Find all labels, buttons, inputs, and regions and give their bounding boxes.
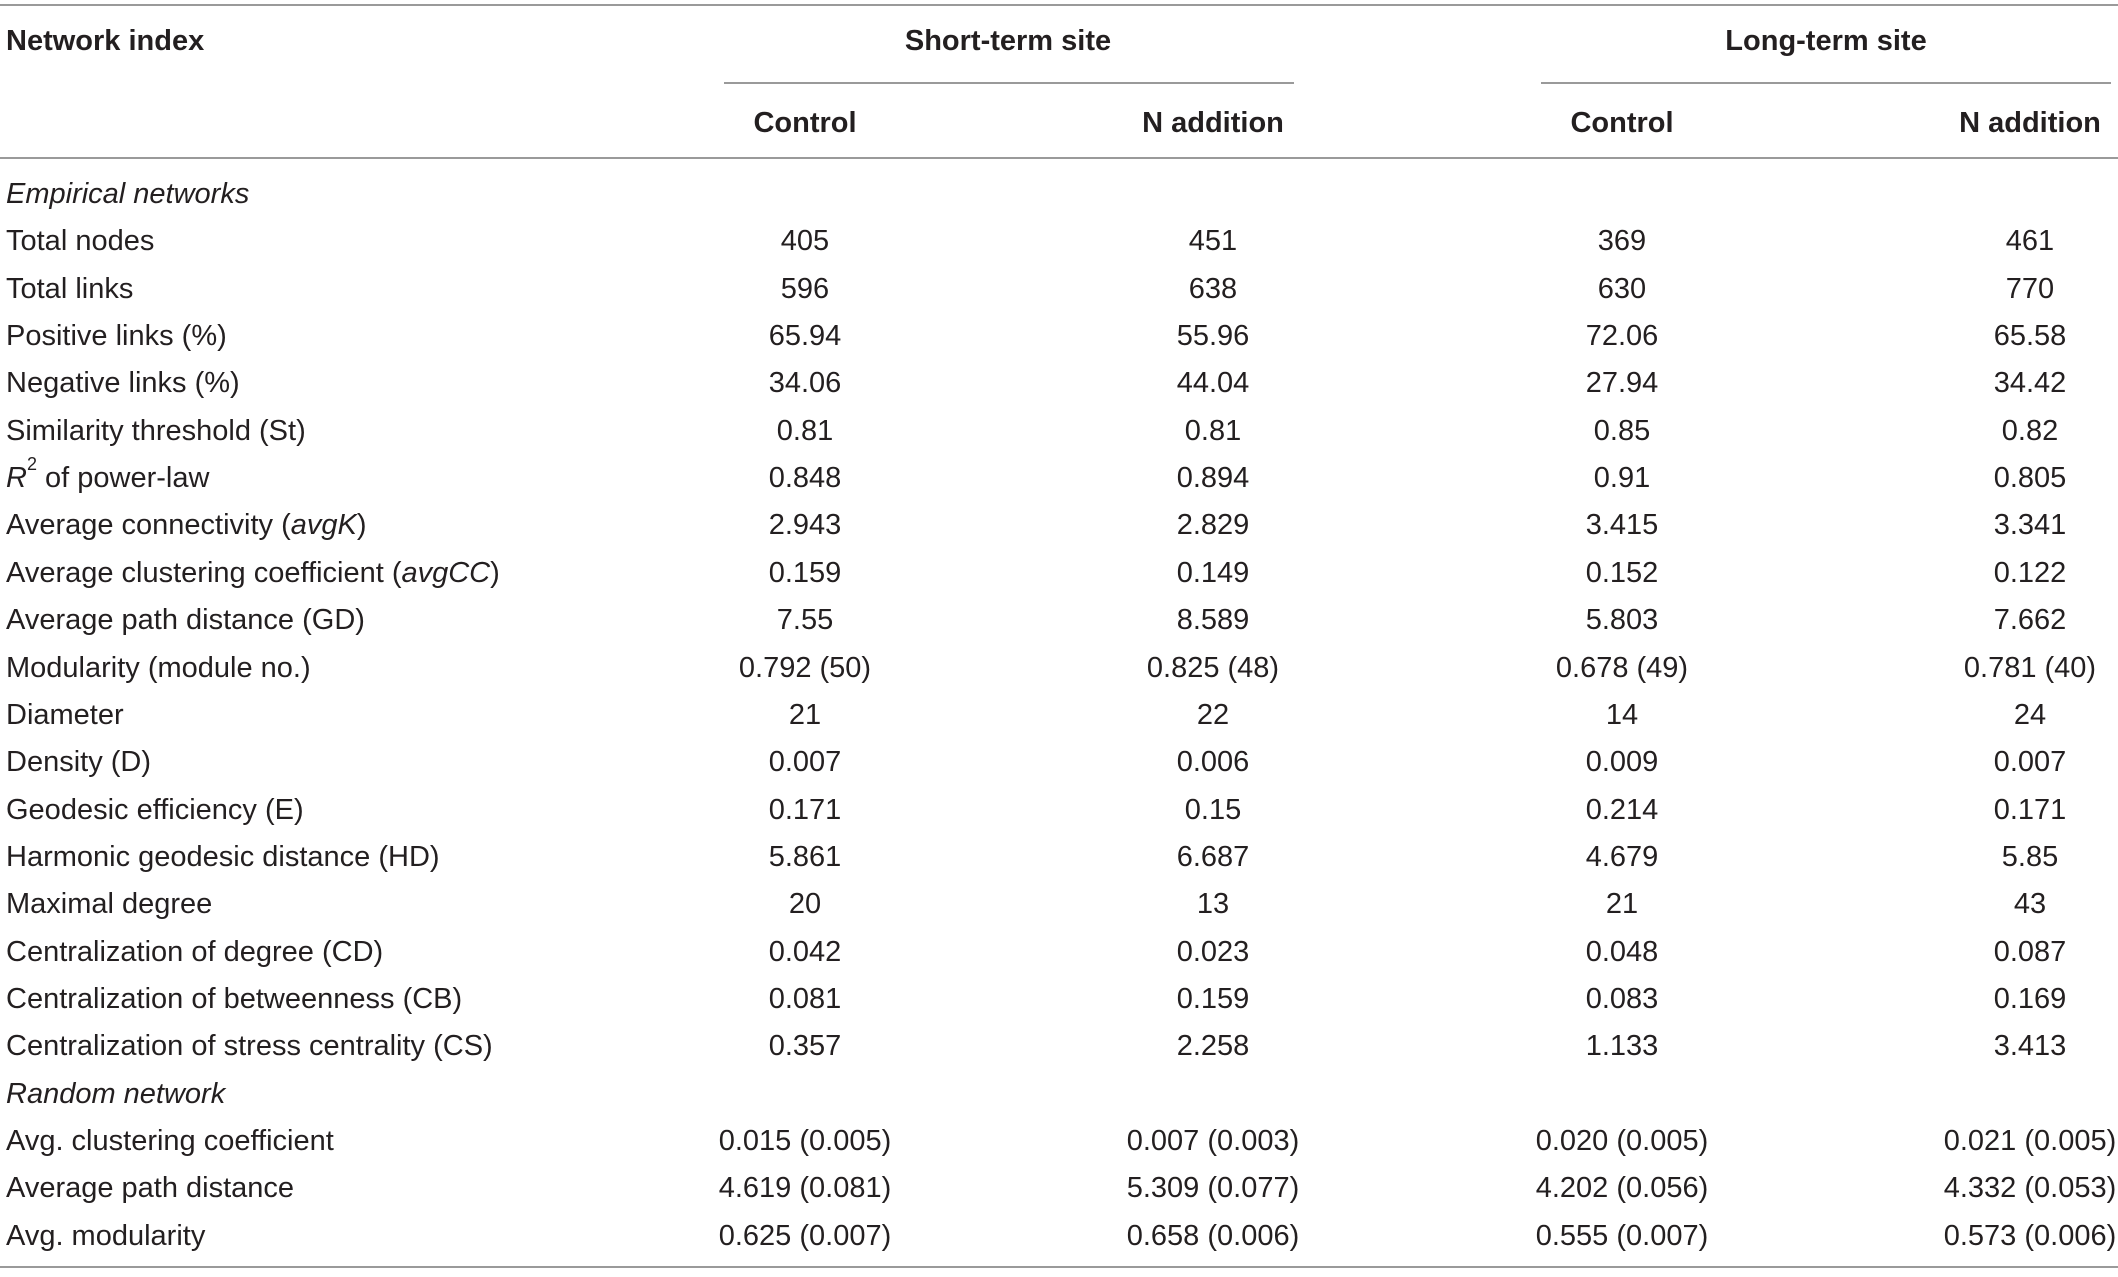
table-cell: 34.42 (1993, 367, 2067, 400)
index-header: Network index (6, 25, 205, 57)
table-cell: 24 (2013, 698, 2047, 731)
table-cell: 0.007 (0.003) (1126, 1125, 1300, 1157)
row-label: Maximal degree (6, 888, 213, 921)
header-bottom-rule (0, 157, 2118, 159)
table-cell: 5.85 (2001, 840, 2059, 873)
table-cell: 20 (788, 888, 822, 921)
table-cell: 21 (1605, 888, 1639, 921)
table-cell: 0.169 (1993, 982, 2067, 1015)
table-cell: 0.81 (776, 414, 834, 447)
row-label: Average connectivity (avgK) (6, 509, 367, 542)
row-label: Average clustering coefficient (avgCC) (6, 556, 500, 589)
table-cell: 0.848 (768, 462, 842, 495)
table-cell: 0.006 (1176, 746, 1250, 779)
table-cell: 369 (1597, 225, 1647, 258)
row-label: Modularity (module no.) (6, 651, 311, 684)
table-cell: 14 (1605, 698, 1639, 731)
table-cell: 4.619 (0.081) (718, 1172, 892, 1205)
table-cell: 4.679 (1585, 840, 1659, 873)
table-cell: 34.06 (768, 367, 842, 400)
table-cell: 4.332 (0.053) (1943, 1172, 2117, 1205)
table-cell: 27.94 (1585, 367, 1659, 400)
row-label: Geodesic efficiency (E) (6, 793, 304, 826)
table-cell: 0.021 (0.005) (1943, 1125, 2117, 1157)
table-cell: 0.042 (768, 935, 842, 968)
table-cell: 2.943 (768, 509, 842, 542)
table-cell: 0.083 (1585, 982, 1659, 1015)
subheader-n-addition-long: N addition (1959, 107, 2101, 139)
table-cell: 596 (780, 272, 830, 305)
table-cell: 0.91 (1593, 462, 1651, 495)
group-rule-short-term (724, 82, 1294, 84)
row-label: Negative links (%) (6, 367, 240, 400)
table-cell: 44.04 (1176, 367, 1250, 400)
table-cell: 5.309 (0.077) (1126, 1172, 1300, 1205)
group-header-short-term: Short-term site (904, 25, 1112, 57)
table-cell: 0.781 (40) (1963, 651, 2097, 684)
table-cell: 65.94 (768, 320, 842, 353)
table-cell: 4.202 (0.056) (1535, 1172, 1709, 1205)
table-cell: 0.023 (1176, 935, 1250, 968)
table-cell: 0.658 (0.006) (1126, 1219, 1300, 1252)
row-label: Harmonic geodesic distance (HD) (6, 840, 440, 873)
subheader-control-long: Control (1570, 107, 1674, 139)
table-cell: 0.825 (48) (1146, 651, 1280, 684)
table-cell: 0.171 (1993, 793, 2067, 826)
table-cell: 7.55 (776, 604, 834, 637)
table-cell: 405 (780, 225, 830, 258)
table-cell: 0.087 (1993, 935, 2067, 968)
row-label: Centralization of stress centrality (CS) (6, 1030, 493, 1063)
table-cell: 3.413 (1993, 1030, 2067, 1063)
table-cell: 0.357 (768, 1030, 842, 1063)
row-label: Average path distance (6, 1172, 295, 1205)
row-label: Avg. modularity (6, 1219, 206, 1252)
table-cell: 0.009 (1585, 746, 1659, 779)
row-label: Centralization of degree (CD) (6, 935, 384, 968)
table-cell: 5.861 (768, 840, 842, 873)
table-cell: 0.81 (1184, 414, 1242, 447)
table-cell: 0.081 (768, 982, 842, 1015)
row-label: Centralization of betweenness (CB) (6, 982, 463, 1015)
table-cell: 0.555 (0.007) (1535, 1219, 1709, 1252)
table-cell: 3.415 (1585, 509, 1659, 542)
table-cell: 0.007 (768, 746, 842, 779)
table-cell: 0.152 (1585, 556, 1659, 589)
table-cell: 0.15 (1184, 793, 1242, 826)
top-rule (0, 4, 2118, 6)
table-cell: 630 (1597, 272, 1647, 305)
row-label: Total nodes (6, 225, 155, 258)
row-label: Total links (6, 272, 134, 305)
table-cell: 55.96 (1176, 320, 1250, 353)
table-cell: 770 (2005, 272, 2055, 305)
section-title: Random network (6, 1077, 226, 1110)
table-cell: 5.803 (1585, 604, 1659, 637)
subheader-n-addition-short: N addition (1142, 107, 1284, 139)
table-cell: 0.159 (1176, 982, 1250, 1015)
table-cell: 0.171 (768, 793, 842, 826)
table-cell: 461 (2005, 225, 2055, 258)
table-cell: 2.258 (1176, 1030, 1250, 1063)
table-cell: 0.149 (1176, 556, 1250, 589)
table-cell: 0.85 (1593, 414, 1651, 447)
table-cell: 6.687 (1176, 840, 1250, 873)
table-cell: 8.589 (1176, 604, 1250, 637)
table-cell: 1.133 (1585, 1030, 1659, 1063)
row-label: Diameter (6, 698, 124, 731)
section-title: Empirical networks (6, 178, 250, 210)
row-label: Similarity threshold (St) (6, 414, 306, 447)
row-label: Average path distance (GD) (6, 604, 365, 637)
table-cell: 0.159 (768, 556, 842, 589)
subheader-control-short: Control (753, 107, 857, 139)
table-cell: 638 (1188, 272, 1238, 305)
table-cell: 0.015 (0.005) (718, 1125, 892, 1157)
table-cell: 7.662 (1993, 604, 2067, 637)
bottom-rule (0, 1266, 2118, 1268)
group-rule-long-term (1541, 82, 2111, 84)
table-cell: 0.007 (1993, 746, 2067, 779)
table-cell: 2.829 (1176, 509, 1250, 542)
table-cell: 43 (2013, 888, 2047, 921)
table-cell: 0.573 (0.006) (1943, 1219, 2117, 1252)
table-cell: 22 (1196, 698, 1230, 731)
table-cell: 0.048 (1585, 935, 1659, 968)
table-cell: 0.625 (0.007) (718, 1219, 892, 1252)
table-cell: 65.58 (1993, 320, 2067, 353)
table-cell: 21 (788, 698, 822, 731)
table-cell: 0.020 (0.005) (1535, 1125, 1709, 1157)
row-label: Density (D) (6, 746, 152, 779)
table-cell: 0.82 (2001, 414, 2059, 447)
table-cell: 0.214 (1585, 793, 1659, 826)
group-header-long-term: Long-term site (1725, 25, 1927, 57)
row-label: Avg. clustering coefficient (6, 1125, 334, 1157)
table-cell: 0.792 (50) (738, 651, 872, 684)
row-label: $R^2$ of power-law (6, 454, 210, 495)
table-cell: 0.678 (49) (1555, 651, 1689, 684)
row-label: Positive links (%) (6, 320, 227, 353)
table-cell: 72.06 (1585, 320, 1659, 353)
table-cell: 0.122 (1993, 556, 2067, 589)
table-cell: 451 (1188, 225, 1238, 258)
table-cell: 13 (1196, 888, 1230, 921)
table-cell: 0.894 (1176, 462, 1250, 495)
table-cell: 0.805 (1993, 462, 2067, 495)
table-cell: 3.341 (1993, 509, 2067, 542)
